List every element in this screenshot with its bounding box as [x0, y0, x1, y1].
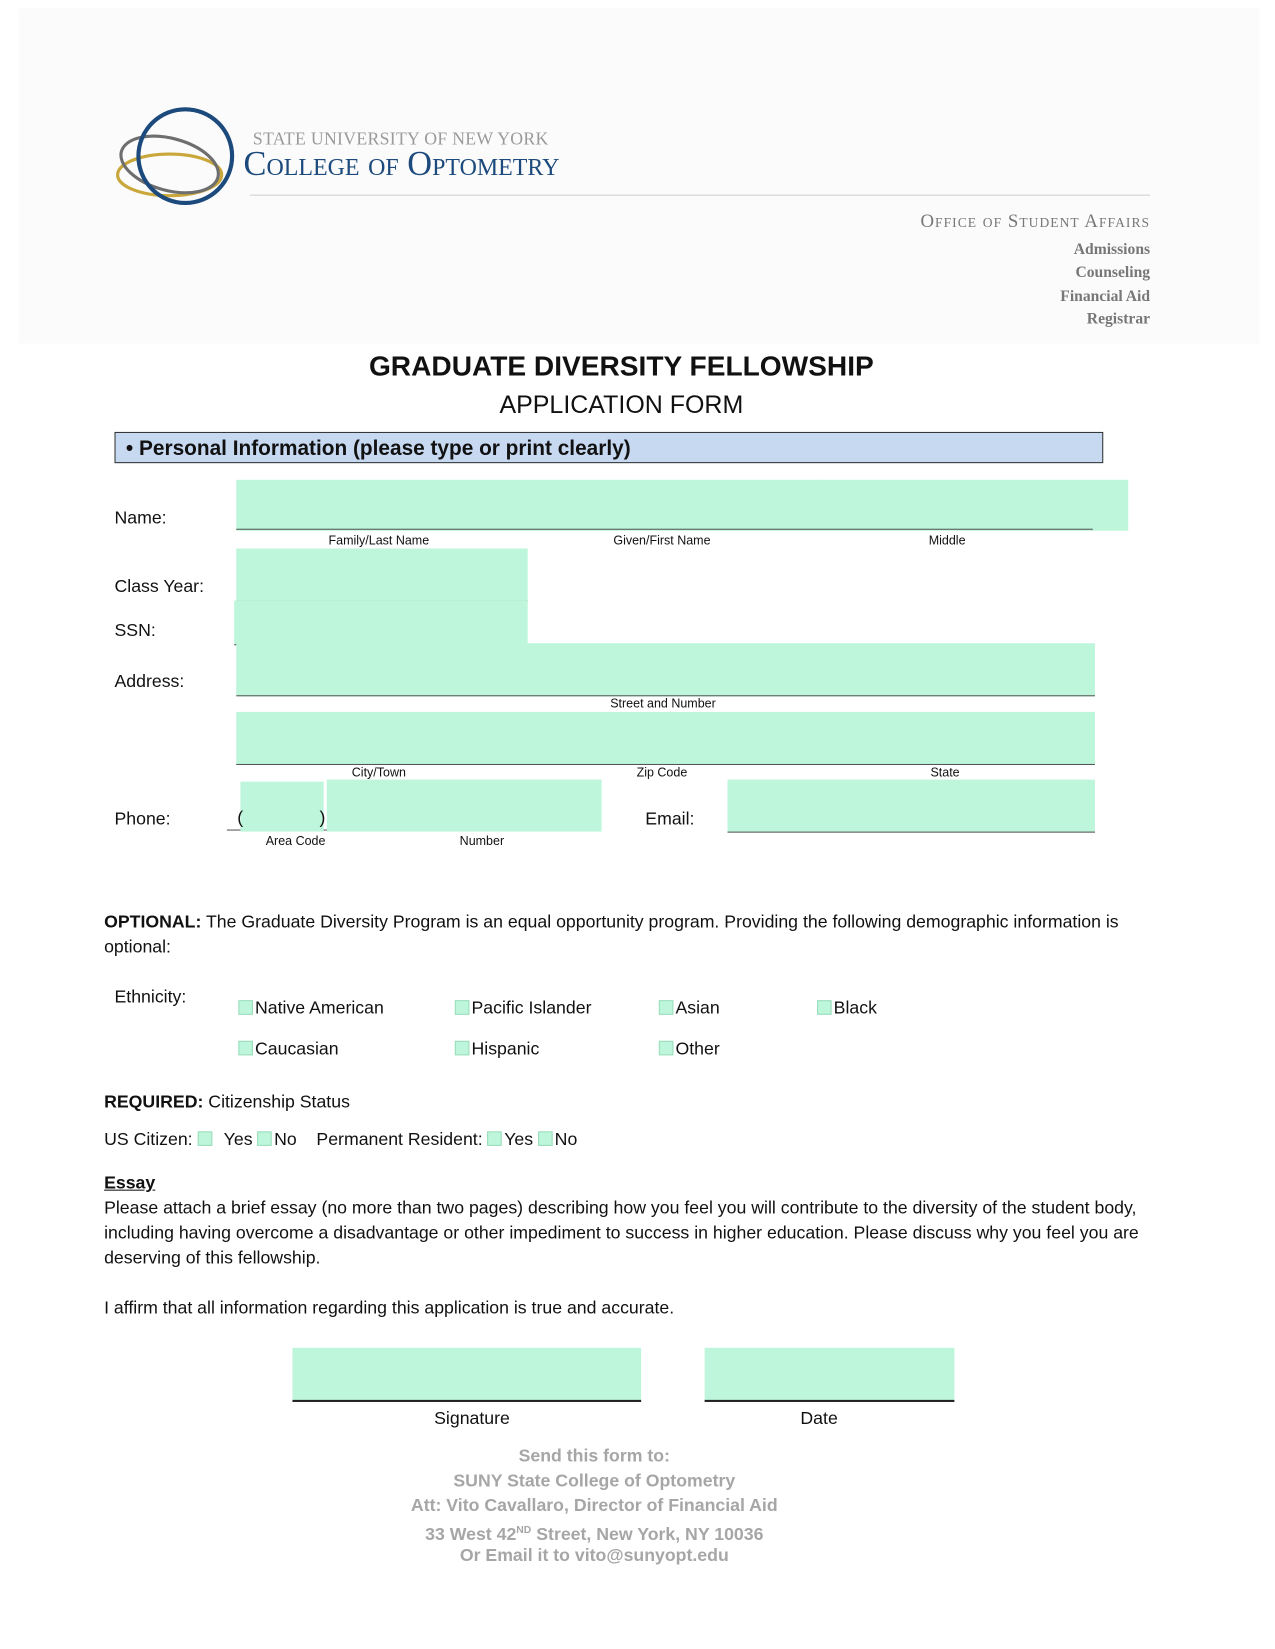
checkbox-caucasian[interactable]: Caucasian: [238, 1039, 338, 1060]
name-label: Name:: [114, 507, 167, 528]
email-label: Email:: [645, 808, 695, 829]
perm-res-no-checkbox[interactable]: [538, 1131, 553, 1146]
send-line2: SUNY State College of Optometry: [453, 1470, 736, 1491]
us-citizen-no-checkbox[interactable]: [257, 1131, 272, 1146]
checkbox-native-american[interactable]: Native American: [238, 998, 383, 1019]
office-name: Office of Student Affairs: [920, 210, 1151, 232]
form-subtitle: APPLICATION FORM: [499, 391, 744, 420]
middle-name-input[interactable]: [822, 480, 1128, 531]
address-label: Address:: [114, 671, 185, 692]
dept-counseling: Counseling: [1075, 264, 1151, 282]
date-caption: Date: [800, 1408, 838, 1428]
city-zip-state-input[interactable]: [236, 712, 1095, 765]
dept-admissions: Admissions: [1073, 241, 1151, 259]
logo-line1: STATE UNIVERSITY OF NEW YORK: [252, 129, 549, 149]
class-year-input[interactable]: [236, 549, 527, 602]
optional-text: OPTIONAL: The Graduate Diversity Program is an equal opportunity program. Providing the following demographic information is optional:: [104, 911, 1119, 957]
date-input[interactable]: [705, 1348, 955, 1402]
caption-state: State: [930, 764, 960, 780]
citizenship-row: US Citizen: Yes No Permanent Resident: Yes No: [104, 1129, 578, 1150]
caption-first: Given/First Name: [613, 532, 711, 548]
paren-close: ): [319, 807, 326, 828]
essay-instructions: Please attach a brief essay (no more than two pages) describing how you feel you will contribute to the diversity of the student body, including having overcome a disadvantage or other impediment to success in higher education. Please discuss why you feel you are deserving of this fellowship.: [104, 1197, 1139, 1268]
checkbox-other[interactable]: Other: [659, 1039, 720, 1060]
phone-number-input[interactable]: [327, 780, 602, 832]
logo-line2: College of Optometry: [243, 145, 560, 184]
caption-area: Area Code: [265, 833, 326, 849]
dept-financial-aid: Financial Aid: [1060, 288, 1151, 305]
area-code-input[interactable]: [240, 782, 323, 832]
section-header: • Personal Information (please type or print clearly): [114, 432, 1103, 463]
signature-input[interactable]: [292, 1348, 641, 1402]
phone-label: Phone:: [114, 808, 171, 829]
caption-number: Number: [459, 833, 505, 849]
last-first-name-input[interactable]: [236, 480, 823, 531]
signature-caption: Signature: [434, 1408, 510, 1428]
checkbox-pacific-islander[interactable]: Pacific Islander: [455, 998, 592, 1019]
caption-street: Street and Number: [610, 696, 716, 711]
caption-zip: Zip Code: [636, 764, 688, 780]
checkbox-hispanic[interactable]: Hispanic: [455, 1039, 540, 1060]
required-heading: REQUIRED: Citizenship Status: [104, 1091, 350, 1112]
checkbox-asian[interactable]: Asian: [659, 998, 720, 1019]
email-input[interactable]: [728, 780, 1095, 833]
essay-heading: Essay: [104, 1172, 156, 1193]
ssn-label: SSN:: [114, 620, 156, 641]
perm-res-yes-checkbox[interactable]: [488, 1131, 503, 1146]
send-line4: 33 West 42ND Street, New York, NY 10036: [425, 1524, 764, 1545]
caption-city: City/Town: [351, 764, 406, 780]
form-title: GRADUATE DIVERSITY FELLOWSHIP: [368, 350, 874, 382]
checkbox-black[interactable]: Black: [817, 998, 877, 1019]
name-underline: [236, 529, 1093, 530]
paren-open: (: [237, 807, 244, 828]
send-email[interactable]: Or Email it to vito@sunyopt.edu: [459, 1545, 729, 1566]
ethnicity-label: Ethnicity:: [114, 986, 187, 1007]
caption-last: Family/Last Name: [328, 532, 430, 548]
divider: [250, 195, 1150, 196]
ssn-input[interactable]: [234, 601, 528, 646]
caption-middle: Middle: [928, 532, 966, 548]
affirm-text: I affirm that all information regarding this application is true and accurate.: [104, 1297, 675, 1318]
street-input[interactable]: [236, 643, 1095, 696]
us-citizen-yes-checkbox[interactable]: [198, 1131, 213, 1146]
college-logo-icon: [112, 104, 237, 208]
dept-registrar: Registrar: [1086, 311, 1151, 328]
class-year-label: Class Year:: [114, 576, 204, 597]
send-line1: Send this form to:: [518, 1445, 670, 1466]
send-line3: Att: Vito Cavallaro, Director of Financial Aid: [410, 1495, 778, 1516]
